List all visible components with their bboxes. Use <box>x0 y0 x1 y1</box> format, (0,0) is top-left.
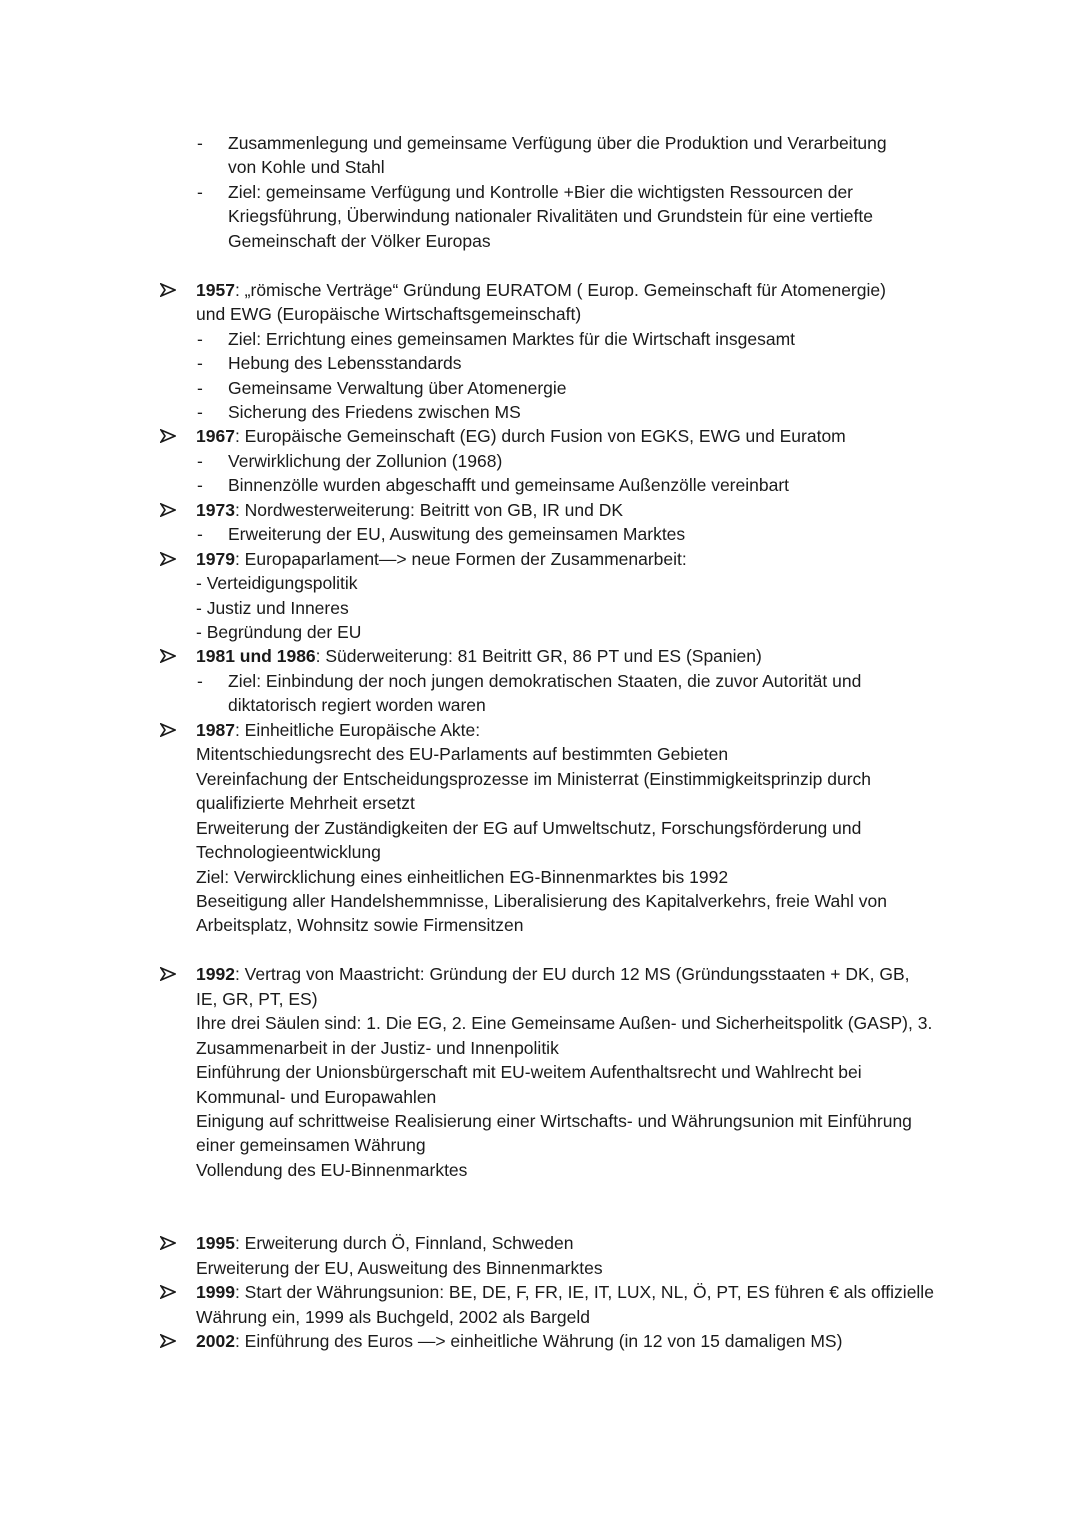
entry-year: 1979 <box>196 548 235 569</box>
line-text: - Verteidigungspolitik <box>196 573 358 594</box>
line-text: von Kohle und Stahl <box>228 157 385 178</box>
arrow-bullet-icon <box>160 1280 178 1304</box>
line-text: Ihre drei Säulen sind: 1. Die EG, 2. Eine Gemeinsame Außen- und Sicherheitspolitk (GASP), 3. <box>196 1013 933 1034</box>
entry-description: : Einheitliche Europäische Akte: <box>234 719 481 740</box>
list-item-text: Gemeinsame Verwaltung über Atomenergie <box>228 377 567 398</box>
entry-text <box>196 962 910 986</box>
entry-year: 1995 <box>196 1233 235 1254</box>
arrow-bullet-icon <box>160 547 178 571</box>
entry-year: 1981 und 1986 <box>196 646 316 667</box>
dash-bullet: - <box>197 353 203 374</box>
entry-year: 2002 <box>196 1331 235 1352</box>
dash-bullet: - <box>197 670 203 691</box>
entry-text <box>196 1329 842 1353</box>
entry-description: : Europäische Gemeinschaft (EG) durch Fusion von EGKS, EWG und Euratom <box>234 426 846 447</box>
arrow-bullet-icon <box>160 1329 178 1353</box>
dash-bullet: - <box>197 524 203 545</box>
list-item-text: Sicherung des Friedens zwischen MS <box>228 401 521 422</box>
entry-year: 1992 <box>196 964 235 985</box>
entry-text <box>196 1280 934 1304</box>
line-text: diktatorisch regiert worden waren <box>228 695 486 716</box>
line-text: Vollendung des EU-Binnenmarktes <box>196 1159 468 1180</box>
line-text: Arbeitsplatz, Wohnsitz sowie Firmensitzen <box>196 915 524 936</box>
arrow-bullet-icon <box>160 962 178 986</box>
dash-bullet: - <box>197 328 203 349</box>
line-text: Technologieentwicklung <box>196 842 381 863</box>
entry-year: 1999 <box>196 1282 235 1303</box>
line-text: einer gemeinsamen Währung <box>196 1135 426 1156</box>
entry-year: 1987 <box>196 719 235 740</box>
line-text: Erweiterung der Zuständigkeiten der EG auf Umweltschutz, Forschungsförderung und <box>196 817 862 838</box>
entry-description: : Einführung des Euros —> einheitliche Währung (in 12 von 15 damaligen MS) <box>234 1331 843 1352</box>
line-text: Währung ein, 1999 als Buchgeld, 2002 als Bargeld <box>196 1306 591 1327</box>
list-item-text: Ziel: Errichtung eines gemeinsamen Marktes für die Wirtschaft insgesamt <box>228 328 796 349</box>
list-item-text: Verwirklichung der Zollunion (1968) <box>228 450 503 471</box>
entry-text <box>196 718 480 742</box>
line-text: Ziel: Verwircklichung eines einheitlichen EG-Binnenmarktes bis 1992 <box>196 866 729 887</box>
list-item-text: Binnenzölle wurden abgeschafft und gemeinsame Außenzölle vereinbart <box>228 475 790 496</box>
line-text: Einführung der Unionsbürgerschaft mit EU-weitem Aufenthaltsrecht und Wahlrecht bei <box>196 1062 862 1083</box>
entry-description: : Erweiterung durch Ö, Finnland, Schweden <box>234 1233 574 1254</box>
line-text: IE, GR, PT, ES) <box>196 988 318 1009</box>
entry-text <box>196 498 623 522</box>
line-text: Erweiterung der EU, Ausweitung des Binnenmarktes <box>196 1257 603 1278</box>
entry-year: 1957 <box>196 279 235 300</box>
line-text: Kommunal- und Europawahlen <box>196 1086 437 1107</box>
line-text: Beseitigung aller Handelshemmnisse, Liberalisierung des Kapitalverkehrs, freie Wahl von <box>196 890 887 911</box>
line-text: Einigung auf schrittweise Realisierung einer Wirtschafts- und Währungsunion mit Einführung <box>196 1111 912 1131</box>
dash-bullet: - <box>197 450 203 471</box>
line-text: - Begründung der EU <box>196 622 362 642</box>
dash-bullet: - <box>197 133 203 153</box>
arrow-bullet-icon <box>160 644 178 668</box>
list-item-text: Zusammenlegung und gemeinsame Verfügung über die Produktion und Verarbeitung <box>228 133 887 153</box>
entry-text <box>196 547 687 571</box>
list-item-text: Hebung des Lebensstandards <box>228 353 462 374</box>
line-text: Gemeinschaft der Völker Europas <box>228 230 491 251</box>
dash-bullet: - <box>197 377 203 398</box>
entry-year: 1973 <box>196 499 235 520</box>
line-text: Kriegsführung, Überwindung nationaler Rivalitäten und Grundstein für eine vertiefte <box>228 206 873 227</box>
entry-text <box>196 278 886 302</box>
entry-text <box>196 644 762 668</box>
entry-description: : Europaparlament—> neue Formen der Zusammenarbeit: <box>234 548 687 569</box>
list-item-text: Ziel: Einbindung der noch jungen demokratischen Staaten, die zuvor Autorität und <box>228 670 862 691</box>
entry-description: : Vertrag von Maastricht: Gründung der EU durch 12 MS (Gründungsstaaten + DK, GB, <box>234 964 910 985</box>
entry-description: : Süderweiterung: 81 Beitritt GR, 86 PT und ES (Spanien) <box>315 646 762 667</box>
arrow-bullet-icon <box>160 498 178 522</box>
list-item-text: Ziel: gemeinsame Verfügung und Kontrolle +Bier die wichtigsten Ressourcen der <box>228 181 854 202</box>
entry-description: : Start der Währungsunion: BE, DE, F, FR, IE, IT, LUX, NL, Ö, PT, ES führen € als offizielle <box>234 1282 934 1303</box>
dash-bullet: - <box>197 181 203 202</box>
entry-text <box>196 424 846 448</box>
arrow-bullet-icon <box>160 424 178 448</box>
line-text: qualifizierte Mehrheit ersetzt <box>196 793 415 814</box>
arrow-bullet-icon <box>160 718 178 742</box>
entry-text <box>196 1231 573 1255</box>
line-text: - Justiz und Inneres <box>196 597 349 618</box>
list-item-text: Erweiterung der EU, Auswitung des gemeinsamen Marktes <box>228 524 686 545</box>
dash-bullet: - <box>197 401 203 422</box>
entry-description: : „römische Verträge“ Gründung EURATOM ( Europ. Gemeinschaft für Atomenergie) <box>234 279 886 300</box>
entry-description: : Nordwesterweiterung: Beitritt von GB, IR und DK <box>234 499 624 520</box>
arrow-bullet-icon <box>160 1231 178 1255</box>
line-text: Mitentschiedungsrecht des EU-Parlaments auf bestimmten Gebieten <box>196 744 729 765</box>
entry-year: 1967 <box>196 426 235 447</box>
line-text: Zusammenarbeit in der Justiz- und Innenpolitik <box>196 1037 559 1058</box>
arrow-bullet-icon <box>160 278 178 302</box>
dash-bullet: - <box>197 475 203 496</box>
line-text: Vereinfachung der Entscheidungsprozesse im Ministerrat (Einstimmigkeitsprinzip durch <box>196 768 872 789</box>
line-text: und EWG (Europäische Wirtschaftsgemeinschaft) <box>196 304 582 325</box>
